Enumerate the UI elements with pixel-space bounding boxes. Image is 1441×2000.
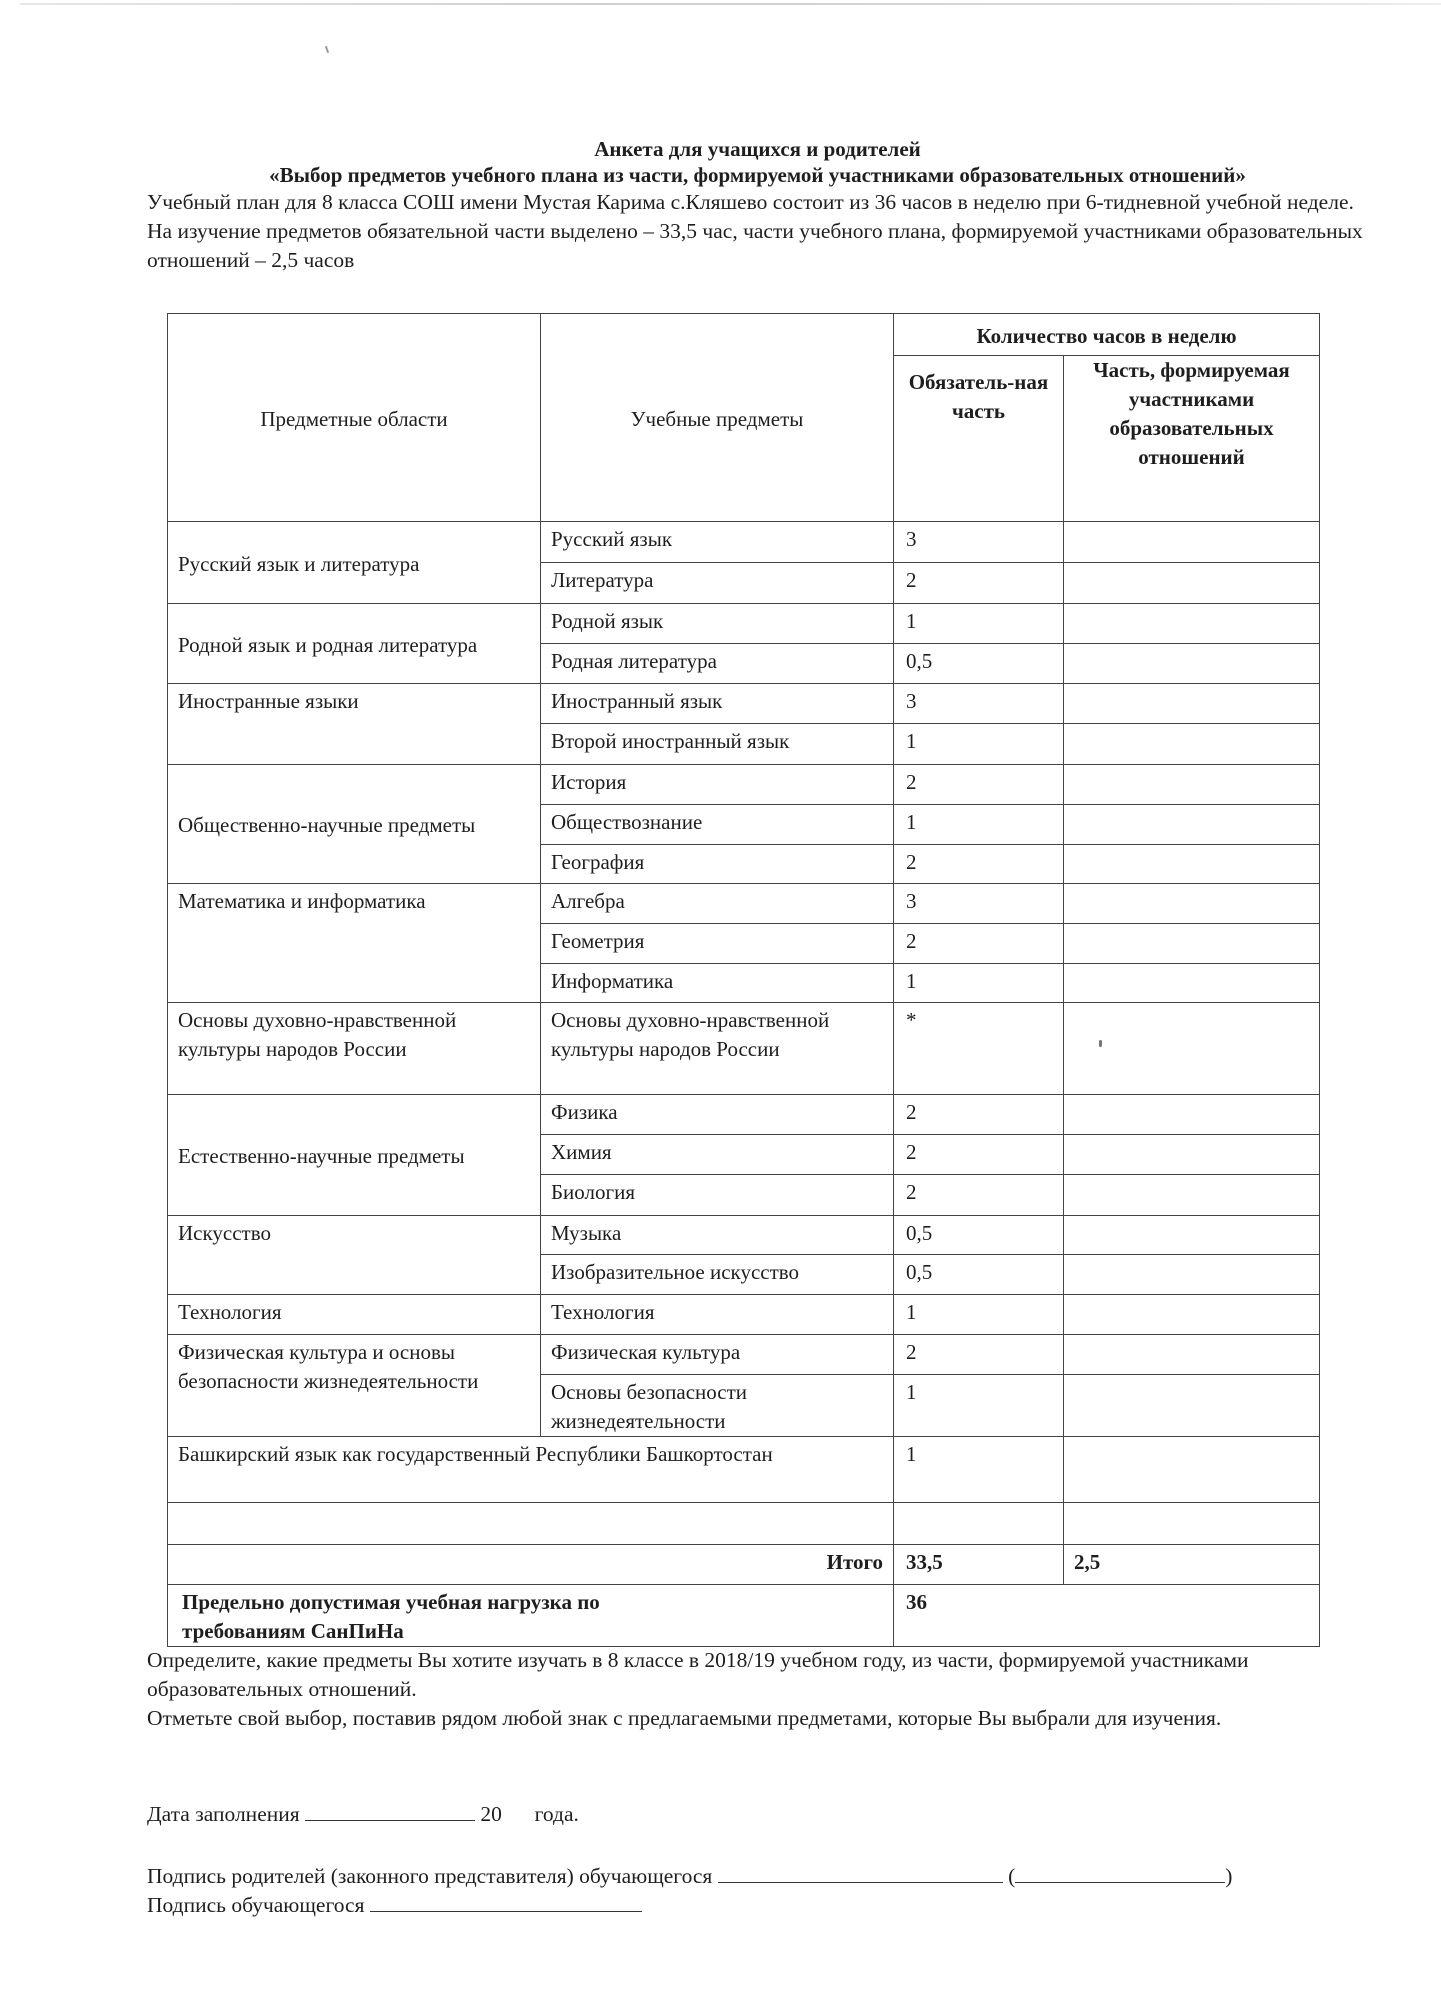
optional-hours-cell[interactable]	[1064, 1255, 1320, 1295]
optional-hours-cell[interactable]	[1064, 805, 1320, 845]
optional-hours-cell[interactable]	[1064, 1335, 1320, 1375]
required-hours-cell: 1	[894, 724, 1064, 765]
form-title: Анкета для учащихся и родителей	[594, 137, 921, 161]
subject-cell: Литература	[541, 563, 894, 604]
required-hours-cell: 1	[894, 1295, 1064, 1335]
parent-name-field[interactable]	[1015, 1862, 1225, 1883]
subject-cell: География	[541, 845, 894, 884]
subject-cell: Основы безопасности жизнедеятельности	[541, 1375, 894, 1437]
instructions-mark: Отметьте свой выбор, поставив рядом любой знак с предлагаемыми предметами, которые Вы выбрали для изучения.	[147, 1706, 1222, 1730]
table-row	[168, 684, 1320, 724]
area-cell: Родной язык и родная литература	[168, 604, 541, 684]
subject-cell: Музыка	[541, 1216, 894, 1255]
required-hours-cell: 3	[894, 884, 1064, 924]
table-row-bashkir	[168, 1437, 1320, 1503]
table-row	[168, 1216, 1320, 1255]
optional-hours-cell[interactable]	[1064, 1375, 1320, 1437]
optional-hours-cell[interactable]	[1064, 765, 1320, 805]
subject-cell: Биология	[541, 1175, 894, 1216]
optional-hours-cell[interactable]	[1064, 924, 1320, 964]
parent-signature-label: Подпись родителей (законного представителя) обучающегося	[147, 1864, 713, 1888]
area-cell: Естественно-научные предметы	[168, 1095, 541, 1216]
subject-cell: Информатика	[541, 964, 894, 1003]
date-suffix: года.	[534, 1802, 579, 1826]
subject-cell: История	[541, 765, 894, 805]
subject-cell: Геометрия	[541, 924, 894, 964]
optional-hours-cell[interactable]	[1064, 845, 1320, 884]
bashkir-required: 1	[894, 1437, 1064, 1503]
required-hours-cell: 2	[894, 924, 1064, 964]
optional-hours-cell[interactable]	[1064, 964, 1320, 1003]
bashkir-label: Башкирский язык как государственный Республики Башкортостан	[168, 1437, 894, 1503]
date-label: Дата заполнения	[147, 1802, 300, 1826]
empty-cell[interactable]	[1064, 1503, 1320, 1545]
required-hours-cell: 1	[894, 964, 1064, 1003]
table-row-max-load	[168, 1585, 1320, 1647]
intro-text: Учебный план для 8 класса СОШ имени Мустая Карима с.Кляшево состоит из 36 часов в неделю при 6-тидневной учебной неделе. На изучение предметов обязательной части выделено – 33,5 час, части учебного плана, формируемой участниками образовательных отношений – 2,5 часов	[147, 190, 1363, 272]
required-hours-cell: 2	[894, 765, 1064, 805]
date-line	[147, 1800, 1377, 1829]
required-hours-cell: *	[894, 1003, 1064, 1095]
date-field[interactable]	[305, 1800, 475, 1821]
subject-cell: Алгебра	[541, 884, 894, 924]
required-hours-cell: 1	[894, 604, 1064, 644]
header-hours: Количество часов в неделю	[894, 314, 1320, 356]
required-hours-cell: 1	[894, 1375, 1064, 1437]
area-cell: Математика и информатика	[168, 884, 541, 1003]
table-row	[168, 1003, 1320, 1095]
subject-cell: Родной язык	[541, 604, 894, 644]
required-hours-cell: 2	[894, 845, 1064, 884]
optional-hours-cell[interactable]	[1064, 724, 1320, 765]
required-hours-cell: 3	[894, 522, 1064, 563]
area-cell: Искусство	[168, 1216, 541, 1295]
empty-cell	[168, 1503, 894, 1545]
total-label: Итого	[168, 1545, 894, 1585]
area-cell: Физическая культура и основы безопасности жизнедеятельности	[168, 1335, 541, 1437]
bashkir-optional[interactable]	[1064, 1437, 1320, 1503]
table-row	[168, 522, 1320, 563]
paren-open: (	[1008, 1864, 1016, 1888]
curriculum-table	[167, 313, 1320, 1647]
required-hours-cell: 3	[894, 684, 1064, 724]
paren-close: )	[1225, 1864, 1233, 1888]
table-row	[168, 1095, 1320, 1135]
optional-hours-cell[interactable]	[1064, 644, 1320, 684]
subject-cell: Изобразительное искусство	[541, 1255, 894, 1295]
optional-hours-cell[interactable]	[1064, 1095, 1320, 1135]
scan-edge	[20, 3, 1441, 5]
optional-hours-cell[interactable]	[1064, 1003, 1320, 1095]
area-cell: Основы духовно-нравственной культуры народов России	[168, 1003, 541, 1095]
student-signature-line	[147, 1891, 1377, 1920]
max-load-label: Предельно допустимая учебная нагрузка по требованиям СанПиНа	[168, 1585, 894, 1647]
subject-cell: Иностранный язык	[541, 684, 894, 724]
student-signature-field[interactable]	[370, 1891, 642, 1912]
table-row	[168, 1295, 1320, 1335]
header-required: Обязатель-ная часть	[894, 356, 1064, 522]
subject-cell: Физика	[541, 1095, 894, 1135]
optional-hours-cell[interactable]	[1064, 1216, 1320, 1255]
optional-hours-cell[interactable]	[1064, 1135, 1320, 1175]
table-row	[168, 884, 1320, 924]
required-hours-cell: 2	[894, 1175, 1064, 1216]
optional-hours-cell[interactable]	[1064, 563, 1320, 604]
required-hours-cell: 2	[894, 1335, 1064, 1375]
required-hours-cell: 0,5	[894, 644, 1064, 684]
total-optional: 2,5	[1064, 1545, 1320, 1585]
subject-cell: Технология	[541, 1295, 894, 1335]
required-hours-cell: 0,5	[894, 1216, 1064, 1255]
required-hours-cell: 1	[894, 805, 1064, 845]
subject-cell: Основы духовно-нравственной культуры народов России	[541, 1003, 894, 1095]
required-hours-cell: 2	[894, 563, 1064, 604]
optional-hours-cell[interactable]	[1064, 884, 1320, 924]
required-hours-cell: 2	[894, 1135, 1064, 1175]
table-row-empty	[168, 1503, 1320, 1545]
optional-hours-cell[interactable]	[1064, 1295, 1320, 1335]
table-row	[168, 1335, 1320, 1375]
ink-mark	[1099, 1040, 1102, 1047]
table-row	[168, 604, 1320, 644]
area-cell: Русский язык и литература	[168, 522, 541, 604]
area-cell: Технология	[168, 1295, 541, 1335]
instructions-choose: Определите, какие предметы Вы хотите изучать в 8 классе в 2018/19 учебном году, из части, формируемой участниками образовательных отношений.	[147, 1648, 1249, 1701]
subject-cell: Русский язык	[541, 522, 894, 563]
optional-hours-cell[interactable]	[1064, 1175, 1320, 1216]
header-area: Предметные области	[168, 314, 541, 522]
subject-cell: Физическая культура	[541, 1335, 894, 1375]
area-cell: Общественно-научные предметы	[168, 765, 541, 884]
max-load-value: 36	[894, 1585, 1320, 1647]
empty-cell	[894, 1503, 1064, 1545]
optional-hours-cell[interactable]	[1064, 684, 1320, 724]
parent-signature-line	[147, 1862, 1377, 1891]
header-subject: Учебные предметы	[541, 314, 894, 522]
subject-cell: Второй иностранный язык	[541, 724, 894, 765]
area-cell: Иностранные языки	[168, 684, 541, 765]
date-year-prefix: 20	[480, 1802, 502, 1826]
table-row	[168, 765, 1320, 805]
optional-hours-cell[interactable]	[1064, 604, 1320, 644]
required-hours-cell: 0,5	[894, 1255, 1064, 1295]
subject-cell: Химия	[541, 1135, 894, 1175]
subject-cell: Родная литература	[541, 644, 894, 684]
required-hours-cell: 2	[894, 1095, 1064, 1135]
scan-artifact	[325, 46, 329, 53]
parent-signature-field[interactable]	[718, 1862, 1003, 1883]
table-row-total	[168, 1545, 1320, 1585]
header-optional: Часть, формируемая участниками образовательных отношений	[1064, 356, 1320, 522]
subject-cell: Обществознание	[541, 805, 894, 845]
form-subtitle: «Выбор предметов учебного плана из части, формируемой участниками образовательных отношений»	[269, 163, 1246, 187]
student-signature-label: Подпись обучающегося	[147, 1893, 365, 1917]
total-required: 33,5	[894, 1545, 1064, 1585]
optional-hours-cell[interactable]	[1064, 522, 1320, 563]
